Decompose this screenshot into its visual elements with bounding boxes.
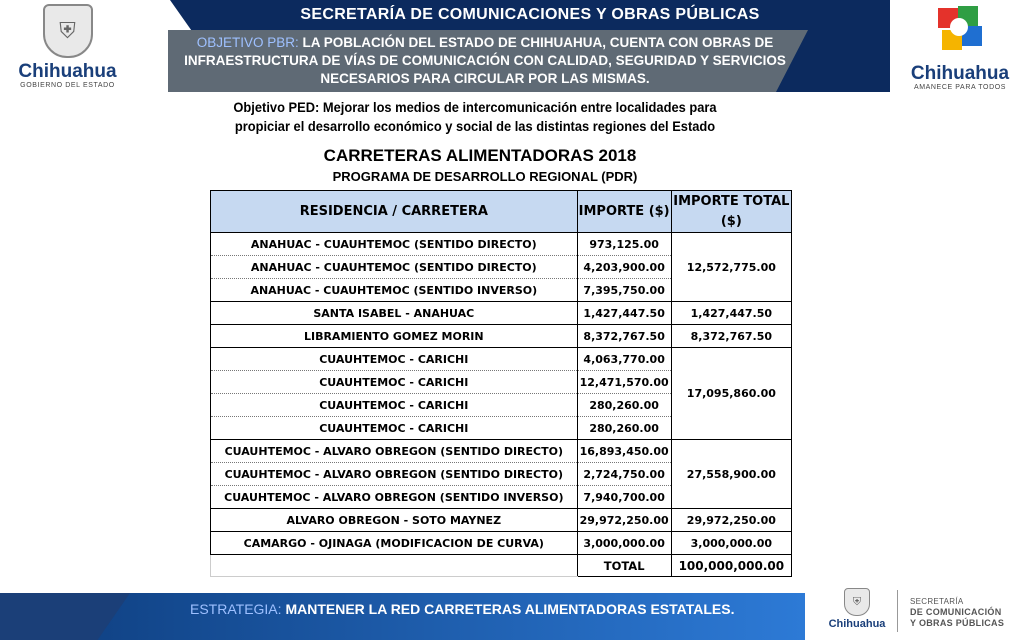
- amount-cell: 29,972,250.00: [577, 509, 671, 532]
- secretariat-name: [910, 596, 1020, 629]
- group-total-cell: 17,095,860.00: [671, 348, 791, 440]
- government-logo-sub: GOBIERNO DEL ESTADO: [20, 82, 115, 89]
- table-row: [211, 509, 792, 532]
- header-total: IMPORTE TOTAL ($): [671, 191, 791, 233]
- amount-cell: 12,471,570.00: [577, 371, 671, 394]
- secretariat-line-3: Y OBRAS PÚBLICAS: [910, 618, 1005, 628]
- road-name-cell: ANAHUAC - CUAUHTEMOC (SENTIDO DIRECTO): [211, 256, 578, 279]
- road-name-cell: CUAUHTEMOC - CARICHI: [211, 417, 578, 440]
- group-total-cell: 27,558,900.00: [671, 440, 791, 509]
- secretariat-line-1: SECRETARÍA: [910, 597, 964, 606]
- government-logo-word: Chihuahua: [18, 61, 117, 82]
- table-row: [211, 532, 792, 555]
- road-name-cell: CAMARGO - OJINAGA (MODIFICACION DE CURVA): [211, 532, 578, 555]
- road-name-cell: CUAUHTEMOC - CARICHI: [211, 371, 578, 394]
- group-total-cell: 8,372,767.50: [671, 325, 791, 348]
- footer-logo: [826, 588, 888, 636]
- page-title: SECRETARÍA DE COMUNICACIONES Y OBRAS PÚBLICAS: [300, 6, 760, 23]
- table-row: [211, 348, 792, 371]
- strategy: [190, 600, 750, 618]
- pbr-objective: [175, 34, 795, 88]
- amount-cell: 16,893,450.00: [577, 440, 671, 463]
- road-name-cell: SANTA ISABEL - ANAHUAC: [211, 302, 578, 325]
- table-title: CARRETERAS ALIMENTADORAS 2018: [323, 146, 637, 165]
- grand-total: 100,000,000.00: [671, 555, 791, 577]
- campaign-logo-word: Chihuahua: [910, 63, 1010, 84]
- amount-cell: 7,395,750.00: [577, 279, 671, 302]
- amount-cell: 280,260.00: [577, 417, 671, 440]
- footer-divider: [897, 590, 898, 632]
- footer-shield-icon: ⛨: [844, 588, 870, 616]
- table-header-row: [211, 191, 792, 233]
- amount-cell: 1,427,447.50: [577, 302, 671, 325]
- road-name-cell: CUAUHTEMOC - CARICHI: [211, 394, 578, 417]
- ped-objective-label: Objetivo PED:: [233, 99, 320, 115]
- group-total-cell: 12,572,775.00: [671, 233, 791, 302]
- campaign-logo: [904, 4, 1016, 94]
- road-name-cell: CUAUHTEMOC - ALVARO OBREGON (SENTIDO INVERSO): [211, 486, 578, 509]
- strategy-label: ESTRATEGIA:: [190, 601, 282, 617]
- amount-cell: 2,724,750.00: [577, 463, 671, 486]
- pbr-objective-text: LA POBLACIÓN DEL ESTADO DE CHIHUAHUA, CUENTA CON OBRAS DE INFRAESTRUCTURA DE VÍAS DE COMUNICACIÓN CON CALIDAD, SEGURIDAD Y SERVICIOS NECESARIOS PARA CIRCULAR POR LAS MISMAS.: [184, 35, 786, 86]
- amount-cell: 8,372,767.50: [577, 325, 671, 348]
- amount-cell: 4,063,770.00: [577, 348, 671, 371]
- road-name-cell: LIBRAMIENTO GOMEZ MORIN: [211, 325, 578, 348]
- road-name-cell: ANAHUAC - CUAUHTEMOC (SENTIDO DIRECTO): [211, 233, 578, 256]
- state-shield-icon: ⛨: [43, 4, 93, 58]
- total-blank-cell: [211, 555, 578, 577]
- state-map-icon: [932, 4, 988, 60]
- header-road: RESIDENCIA / CARRETERA: [211, 191, 578, 233]
- road-name-cell: CUAUHTEMOC - CARICHI: [211, 348, 578, 371]
- footer-logo-word: Chihuahua: [828, 618, 886, 630]
- government-logo: [10, 4, 125, 92]
- amount-cell: 4,203,900.00: [577, 256, 671, 279]
- pbr-objective-label: OBJETIVO PBR:: [196, 35, 299, 50]
- amount-cell: 280,260.00: [577, 394, 671, 417]
- table-row: [211, 233, 792, 256]
- amount-cell: 973,125.00: [577, 233, 671, 256]
- road-name-cell: CUAUHTEMOC - ALVARO OBREGON (SENTIDO DIRECTO): [211, 440, 578, 463]
- road-name-cell: CUAUHTEMOC - ALVARO OBREGON (SENTIDO DIRECTO): [211, 463, 578, 486]
- total-label: TOTAL: [577, 555, 671, 577]
- table-row: [211, 302, 792, 325]
- table-body: [211, 233, 792, 577]
- table-row: [211, 440, 792, 463]
- roads-table: [210, 190, 792, 577]
- amount-cell: 7,940,700.00: [577, 486, 671, 509]
- amount-cell: 3,000,000.00: [577, 532, 671, 555]
- group-total-cell: 29,972,250.00: [671, 509, 791, 532]
- secretariat-line-2: DE COMUNICACIÓN: [910, 607, 1002, 617]
- strategy-text: MANTENER LA RED CARRETERAS ALIMENTADORAS ESTATALES.: [285, 601, 735, 617]
- table-row: [211, 325, 792, 348]
- road-name-cell: ANAHUAC - CUAUHTEMOC (SENTIDO INVERSO): [211, 279, 578, 302]
- campaign-logo-sub: AMANECE PARA TODOS: [913, 84, 1007, 91]
- group-total-cell: 1,427,447.50: [671, 302, 791, 325]
- ped-objective: [231, 98, 719, 136]
- group-total-cell: 3,000,000.00: [671, 532, 791, 555]
- table-subtitle: PROGRAMA DE DESARROLLO REGIONAL (PDR): [332, 169, 638, 184]
- road-name-cell: ALVARO OBREGON - SOTO MAYNEZ: [211, 509, 578, 532]
- total-row: [211, 555, 792, 577]
- ped-objective-text: Mejorar los medios de intercomunicación entre localidades para propiciar el desarrollo económico y social de las distintas regiones del Estado: [234, 99, 717, 134]
- header-amount: IMPORTE ($): [577, 191, 671, 233]
